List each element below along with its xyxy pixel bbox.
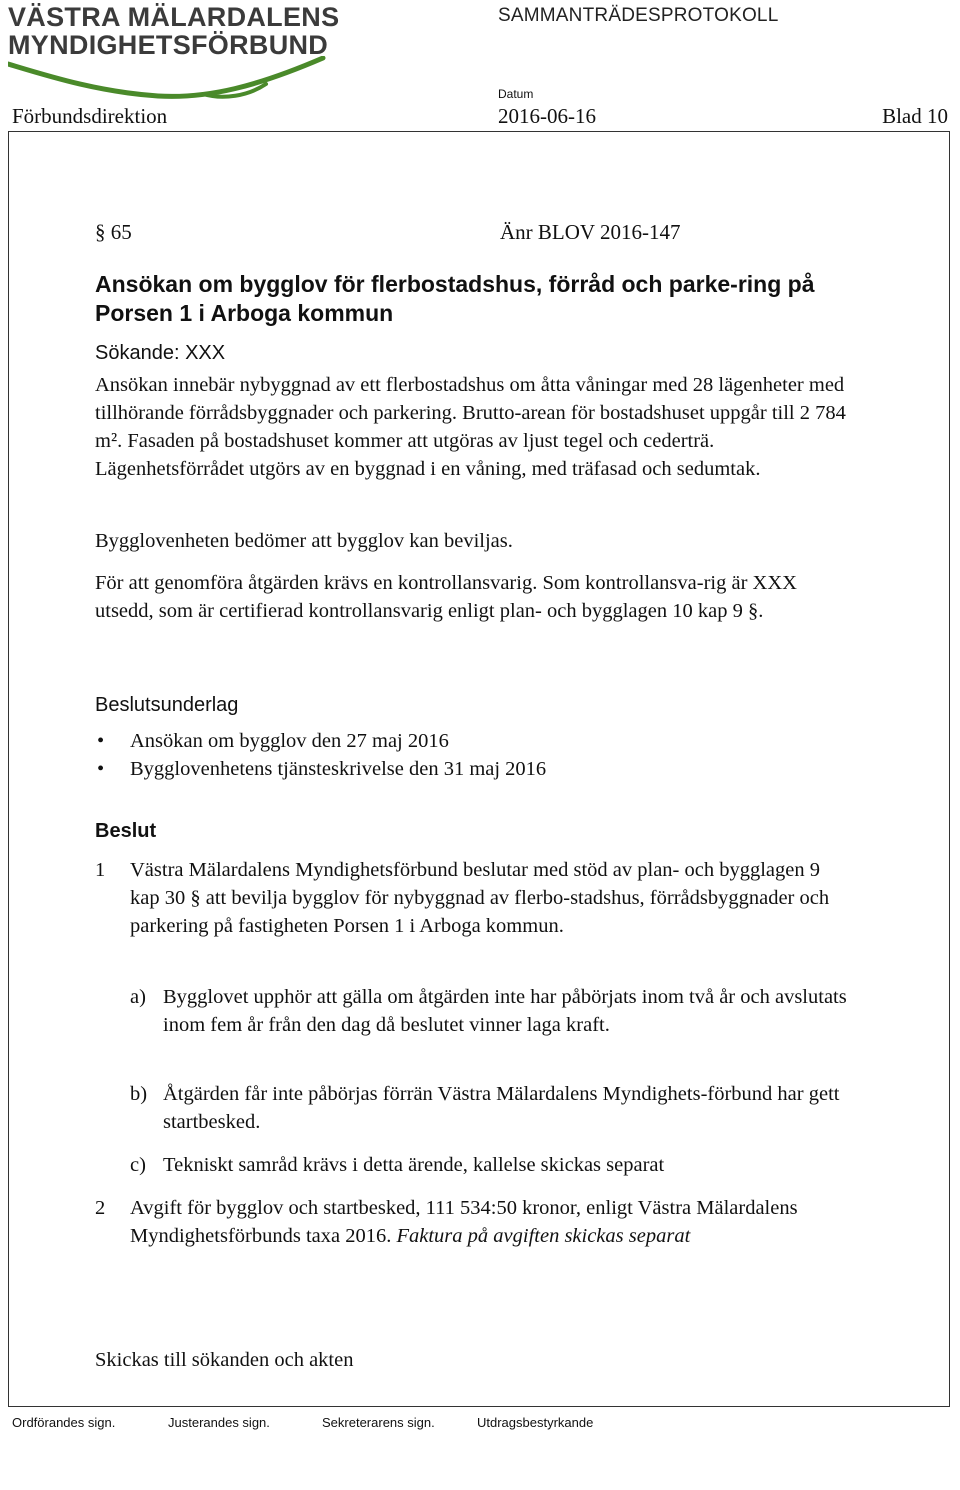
document-type: SAMMANTRÄDESPROTOKOLL: [498, 5, 779, 26]
applicant: Sökande: XXX: [95, 342, 226, 364]
condition-a: [130, 983, 850, 1039]
adjuster-signature-label: Justerandes sign.: [168, 1415, 270, 1430]
condition-label: a): [130, 986, 146, 1008]
logo-swoosh-icon: [8, 56, 328, 106]
datum-label: Datum: [498, 87, 534, 101]
extract-certification-label: Utdragsbestyrkande: [477, 1415, 594, 1430]
control-paragraph: För att genomföra åtgärden krävs en kontrollansvarig. Som kontrollansva-rig är XXX utsedd, som är certifierad kontrollansvarig enligt plan- och bygglagen 10 kap 9 §.: [95, 572, 797, 622]
condition-label: c): [130, 1154, 146, 1176]
decision-text-container: [130, 1194, 850, 1250]
paragraph-number: § 65: [95, 220, 132, 244]
bullet-icon: •: [97, 730, 105, 752]
description-paragraph: Ansökan innebär nybyggnad av ett flerbostadshus om åtta våningar med 28 lägenheter med tillhörande förrådsbyggnader och parkering. Brutto-arean för bostadshuset uppgår till 2 784 m². Fasaden på bostadshuset kommer att utgöras av ljust tegel och cederträ. Lägenhetsförrådet utgörs av en byggnad i en våning, med träfasad och sedumtak.: [95, 374, 846, 480]
logo-line-2: MYNDIGHETSFÖRBUND: [8, 30, 329, 60]
invoice-note: Faktura på avgiften skickas separat: [396, 1225, 691, 1247]
decision-item-2: [95, 1194, 855, 1250]
decision-number: 1: [95, 859, 106, 881]
decision-text: Avgift för bygglov och startbesked, 111 534:50 kronor, enligt Västra Mälardalens Myndighetsförbunds taxa 2016.: [130, 1197, 798, 1247]
secretary-signature-label: Sekreterarens sign.: [322, 1415, 435, 1430]
distribution-note: Skickas till sökanden och akten: [95, 1349, 354, 1371]
page-number: Blad 10: [882, 104, 948, 128]
decision-number: 2: [95, 1197, 106, 1219]
condition-c: [130, 1151, 850, 1179]
list-item: [95, 727, 546, 755]
meeting-body: Förbundsdirektion: [12, 104, 168, 128]
case-title: Ansökan om bygglov för flerbostadshus, förråd och parke-ring på Porsen 1 i Arboga kommun: [95, 271, 815, 326]
list-item-text: Bygglovenhetens tjänsteskrivelse den 31 maj 2016: [130, 758, 547, 780]
chair-signature-label: Ordförandes sign.: [12, 1415, 116, 1430]
logo-line-1: VÄSTRA MÄLARDALENS: [8, 2, 340, 32]
list-item-text: Ansökan om bygglov den 27 maj 2016: [130, 730, 449, 752]
bullet-icon: •: [97, 758, 105, 780]
organization-logo: [8, 0, 338, 105]
beslut-heading: Beslut: [95, 820, 157, 842]
meeting-date: 2016-06-16: [498, 104, 596, 128]
condition-text: Åtgärden får inte påbörjas förrän Västra Mälardalens Myndighets-förbund har gett startbesked.: [163, 1083, 840, 1133]
condition-text: Bygglovet upphör att gälla om åtgärden inte har påbörjats inom två år och avslutats inom fem år från den dag då beslutet vinner laga kraft.: [163, 986, 847, 1036]
decision-text: Västra Mälardalens Myndighetsförbund beslutar med stöd av plan- och bygglagen 9 kap 30 § att bevilja bygglov för nybyggnad av flerbo-stadshus, förrådsbyggnader och parkering på fastigheten Porsen 1 i Arboga kommun.: [130, 859, 830, 937]
beslutsunderlag-heading: Beslutsunderlag: [95, 694, 239, 716]
case-number: Änr BLOV 2016-147: [500, 220, 681, 244]
condition-label: b): [130, 1083, 148, 1105]
decision-item-1: [95, 856, 855, 940]
assessment-paragraph: Bygglovenheten bedömer att bygglov kan beviljas.: [95, 530, 513, 552]
condition-text: Tekniskt samråd krävs i detta ärende, kallelse skickas separat: [163, 1154, 665, 1176]
beslutsunderlag-list: [95, 727, 546, 783]
condition-b: [130, 1080, 850, 1136]
list-item: [95, 755, 546, 783]
